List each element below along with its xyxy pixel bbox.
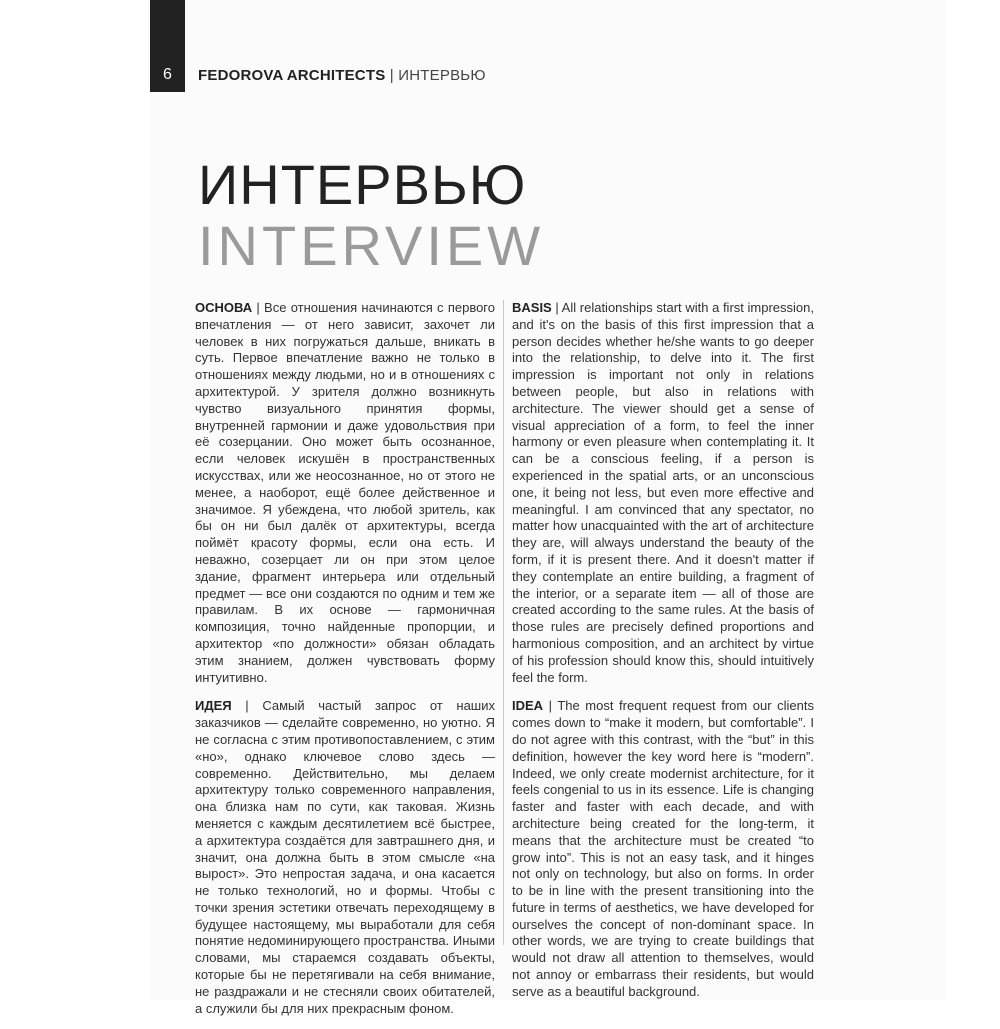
header-brand: FEDOROVA ARCHITECTS bbox=[198, 67, 386, 84]
column-divider bbox=[503, 300, 504, 945]
running-header bbox=[198, 67, 486, 84]
header-separator: | bbox=[389, 67, 394, 84]
paragraph-idea-en bbox=[512, 698, 814, 1000]
russian-column bbox=[195, 300, 495, 1029]
paragraph-idea-ru bbox=[195, 698, 495, 1017]
lead-basis-en: BASIS bbox=[512, 300, 552, 315]
title-english: INTERVIEW bbox=[198, 214, 545, 277]
text-idea-en: | The most frequent request from our clients comes down to “make it modern, but comfortable”. I do not agree with this contrast, with the “but” in this definition, however the key word here is “modern”. Indeed, we only create modernist architecture, for it feels congenial to us in its essence. Life is changing faster and faster with each decade, and with architecture being created for the long-term, it means that the architecture must be created “to grow into”. This is not an easy task, and it hinges not only on technology, but also on forms. In order to be in line with the present transitioning into the future in terms of aesthetics, we have developed for ourselves the concept of non-dominant space. In other words, we are trying to create buildings that would not draw all attention to themselves, would not annoy or embarrass their residents, but would serve as a beautiful background. bbox=[512, 698, 814, 999]
lead-idea-ru: ИДЕЯ bbox=[195, 698, 232, 714]
lead-idea-en: IDEA bbox=[512, 698, 544, 714]
text-basis-en: | All relationships start with a first impression, and it's on the basis of this first impression that a person decides whether he/she wants to go deeper into the relationship, to delve into it. The first impression is important not only in relations between people, but also in relations with architecture. The viewer should get a sense of visual appreciation of a form, to feel the inner harmony or even pleasure when contemplating it. It can be a conscious feeling, if a person is experienced in the spatial arts, or an unconscious one, it being not less, but even more effective and meaningful. I am convinced that any spectator, no matter how unacquainted with the art of architecture they are, will always understand the beauty of the form, if it is present there. And it doesn't matter if they contemplate an entire building, a fragment of the interior, or a separate item — all of those are created according to the same rules. At the basis of those rules are precisely defined proportions and harmonious composition, and an architect by virtue of his profession should know this, should intuitively feel the form. bbox=[512, 300, 814, 685]
english-column bbox=[512, 300, 814, 1013]
paragraph-basis-en bbox=[512, 300, 814, 686]
page-number: 6 bbox=[163, 66, 172, 83]
page-edge bbox=[945, 0, 1000, 1000]
paragraph-basis-ru bbox=[195, 300, 495, 686]
text-basis-ru: | Все отношения начинаются с первого впечатления — от него зависит, захочет ли человек в них погружаться дальше, вникать в суть. Первое впечатление важно не только в отношениях между людьми, но и в отношениях с архитектурой. У зрителя должно возникнуть чувство визуального принятия формы, внутренней гармонии и даже удовольствия при её созерцании. Оно может быть осознанное, если человек искушён в пространственных искусствах, или же неосознанное, но от этого не менее, а наоборот, ещё более действенное и значимое. Я убеждена, что любой зритель, как бы он ни был далёк от архитектуры, всегда поймёт красоту формы, если она есть. И неважно, созерцает ли он при этом целое здание, фрагмент интерьера или отдельный предмет — все они создаются по одним и тем же правилам. В их основе — гармоничная композиция, точно найденные пропорции, и архитектор «по должности» обязан обладать этим знанием, должен чувствовать форму интуитивно. bbox=[195, 300, 495, 685]
header-section: ИНТЕРВЬЮ bbox=[398, 67, 486, 84]
title-russian: ИНТЕРВЬЮ bbox=[198, 153, 527, 216]
lead-basis-ru: ОСНОВА bbox=[195, 300, 253, 315]
text-idea-ru: | Самый частый запрос от наших заказчиков — сделайте современно, но уютно. Я не согласна с этим противопоставлением, с этим «но», однако ключевое слово здесь — современно. Действительно, мы делаем архитектуру только современного направления, она близка нам по сути, как таковая. Жизнь меняется с каждым десятилетием всё быстрее, а архитектура создаётся для завтрашнего дня, и значит, она должна быть в этом смысле «на вырост». Это непростая задача, и она касается не только технологий, но и формы. Чтобы с точки зрения эстетики отвечать переходящему в будущее настоящему, мы выработали для себя понятие недоминирующего пространства. Иными словами, мы стараемся создавать объекты, которые бы не перетягивали на себя внимание, не раздражали и не стесняли своих обитателей, а служили бы для них прекрасным фоном. bbox=[195, 698, 495, 1016]
